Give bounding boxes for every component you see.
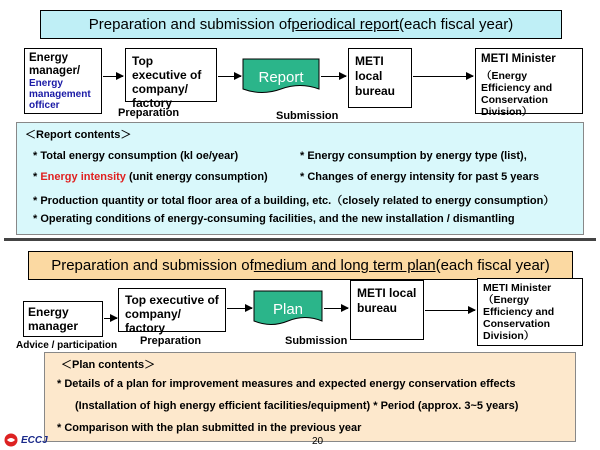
report-item: * Energy consumption by energy type (list), (300, 150, 527, 162)
report-contents-panel (16, 122, 584, 235)
report-label: Report (258, 68, 304, 86)
report-item: * Changes of energy intensity for past 5 years (300, 171, 540, 183)
energy-manager-box: Energy manager/ Energy management officer (24, 48, 102, 114)
plan-contents-panel (44, 352, 576, 442)
plan-label: Plan (272, 300, 304, 318)
plan-item: * Comparison with the plan submitted in the previous year (57, 422, 362, 434)
report-document-shape (242, 58, 320, 96)
meti-minister-box: METI Minister （Energy Efficiency and Conservation Division） (477, 278, 583, 346)
top-executive-box: Top executive of company/ factory (125, 48, 217, 102)
flow-arrow (413, 76, 473, 77)
submission-label: Submission (285, 335, 348, 347)
periodical-report-link: periodical report (291, 16, 399, 33)
section-divider (4, 238, 596, 241)
energy-management-officer-label: Energy management officer (29, 78, 91, 111)
flow-arrow (103, 76, 123, 77)
periodical-report-title: Preparation and submission of periodical report (each fiscal year) (40, 10, 562, 39)
meti-local-bureau-box: METI local bureau (348, 48, 412, 108)
top-executive-box: Top executive of company/ factory (118, 288, 226, 332)
flow-arrow (104, 318, 117, 319)
flow-arrow (425, 310, 475, 311)
eccj-logo (4, 433, 48, 447)
plan-contents-header: ＜Plan contents＞ (61, 359, 156, 371)
preparation-label: Preparation (118, 107, 180, 119)
report-item: * Production quantity or total floor area of a building, etc.（closely related to energy consumption） (33, 195, 555, 207)
plan-item: (Installation of high energy efficient facilities/equipment) * Period (approx. 3~5 years) (75, 400, 519, 412)
advice-participation-label: Advice / participation (16, 340, 118, 351)
report-item: * Operating conditions of energy-consuming facilities, and the new installation / dismantling (33, 213, 515, 225)
report-item: * Total energy consumption (kl oe/year) (33, 150, 239, 162)
report-contents-header: ＜Report contents＞ (25, 129, 132, 141)
plan-item: * Details of a plan for improvement measures and expected energy conservation effects (57, 378, 516, 390)
energy-intensity-highlight: Energy intensity (40, 171, 126, 183)
preparation-label: Preparation (140, 335, 202, 347)
meti-local-bureau-box: METI local bureau (350, 280, 424, 340)
flow-arrow (227, 308, 252, 309)
report-item: * Energy intensity (unit energy consumption) (33, 171, 268, 183)
flow-arrow (321, 76, 346, 77)
eccj-logo-text: ECCJ (21, 434, 48, 446)
flow-arrow (324, 308, 348, 309)
page-number: 20 (312, 436, 324, 447)
submission-label: Submission (276, 110, 339, 122)
eccj-logo-icon (4, 433, 18, 447)
energy-efficiency-division-label: （Energy Efficiency and Conservation Division） (481, 70, 553, 118)
medium-long-term-plan-title: Preparation and submission of medium and long term plan (each fiscal year) (28, 251, 573, 280)
plan-document-shape (253, 290, 323, 328)
energy-manager-box: Energy manager (23, 301, 103, 337)
meti-minister-box: METI Minister （Energy Efficiency and Conservation Division） (475, 48, 583, 114)
energy-efficiency-division-label: （Energy Efficiency and Conservation Division） (483, 294, 555, 342)
flow-arrow (218, 76, 241, 77)
medium-long-term-plan-link: medium and long term plan (253, 257, 436, 274)
